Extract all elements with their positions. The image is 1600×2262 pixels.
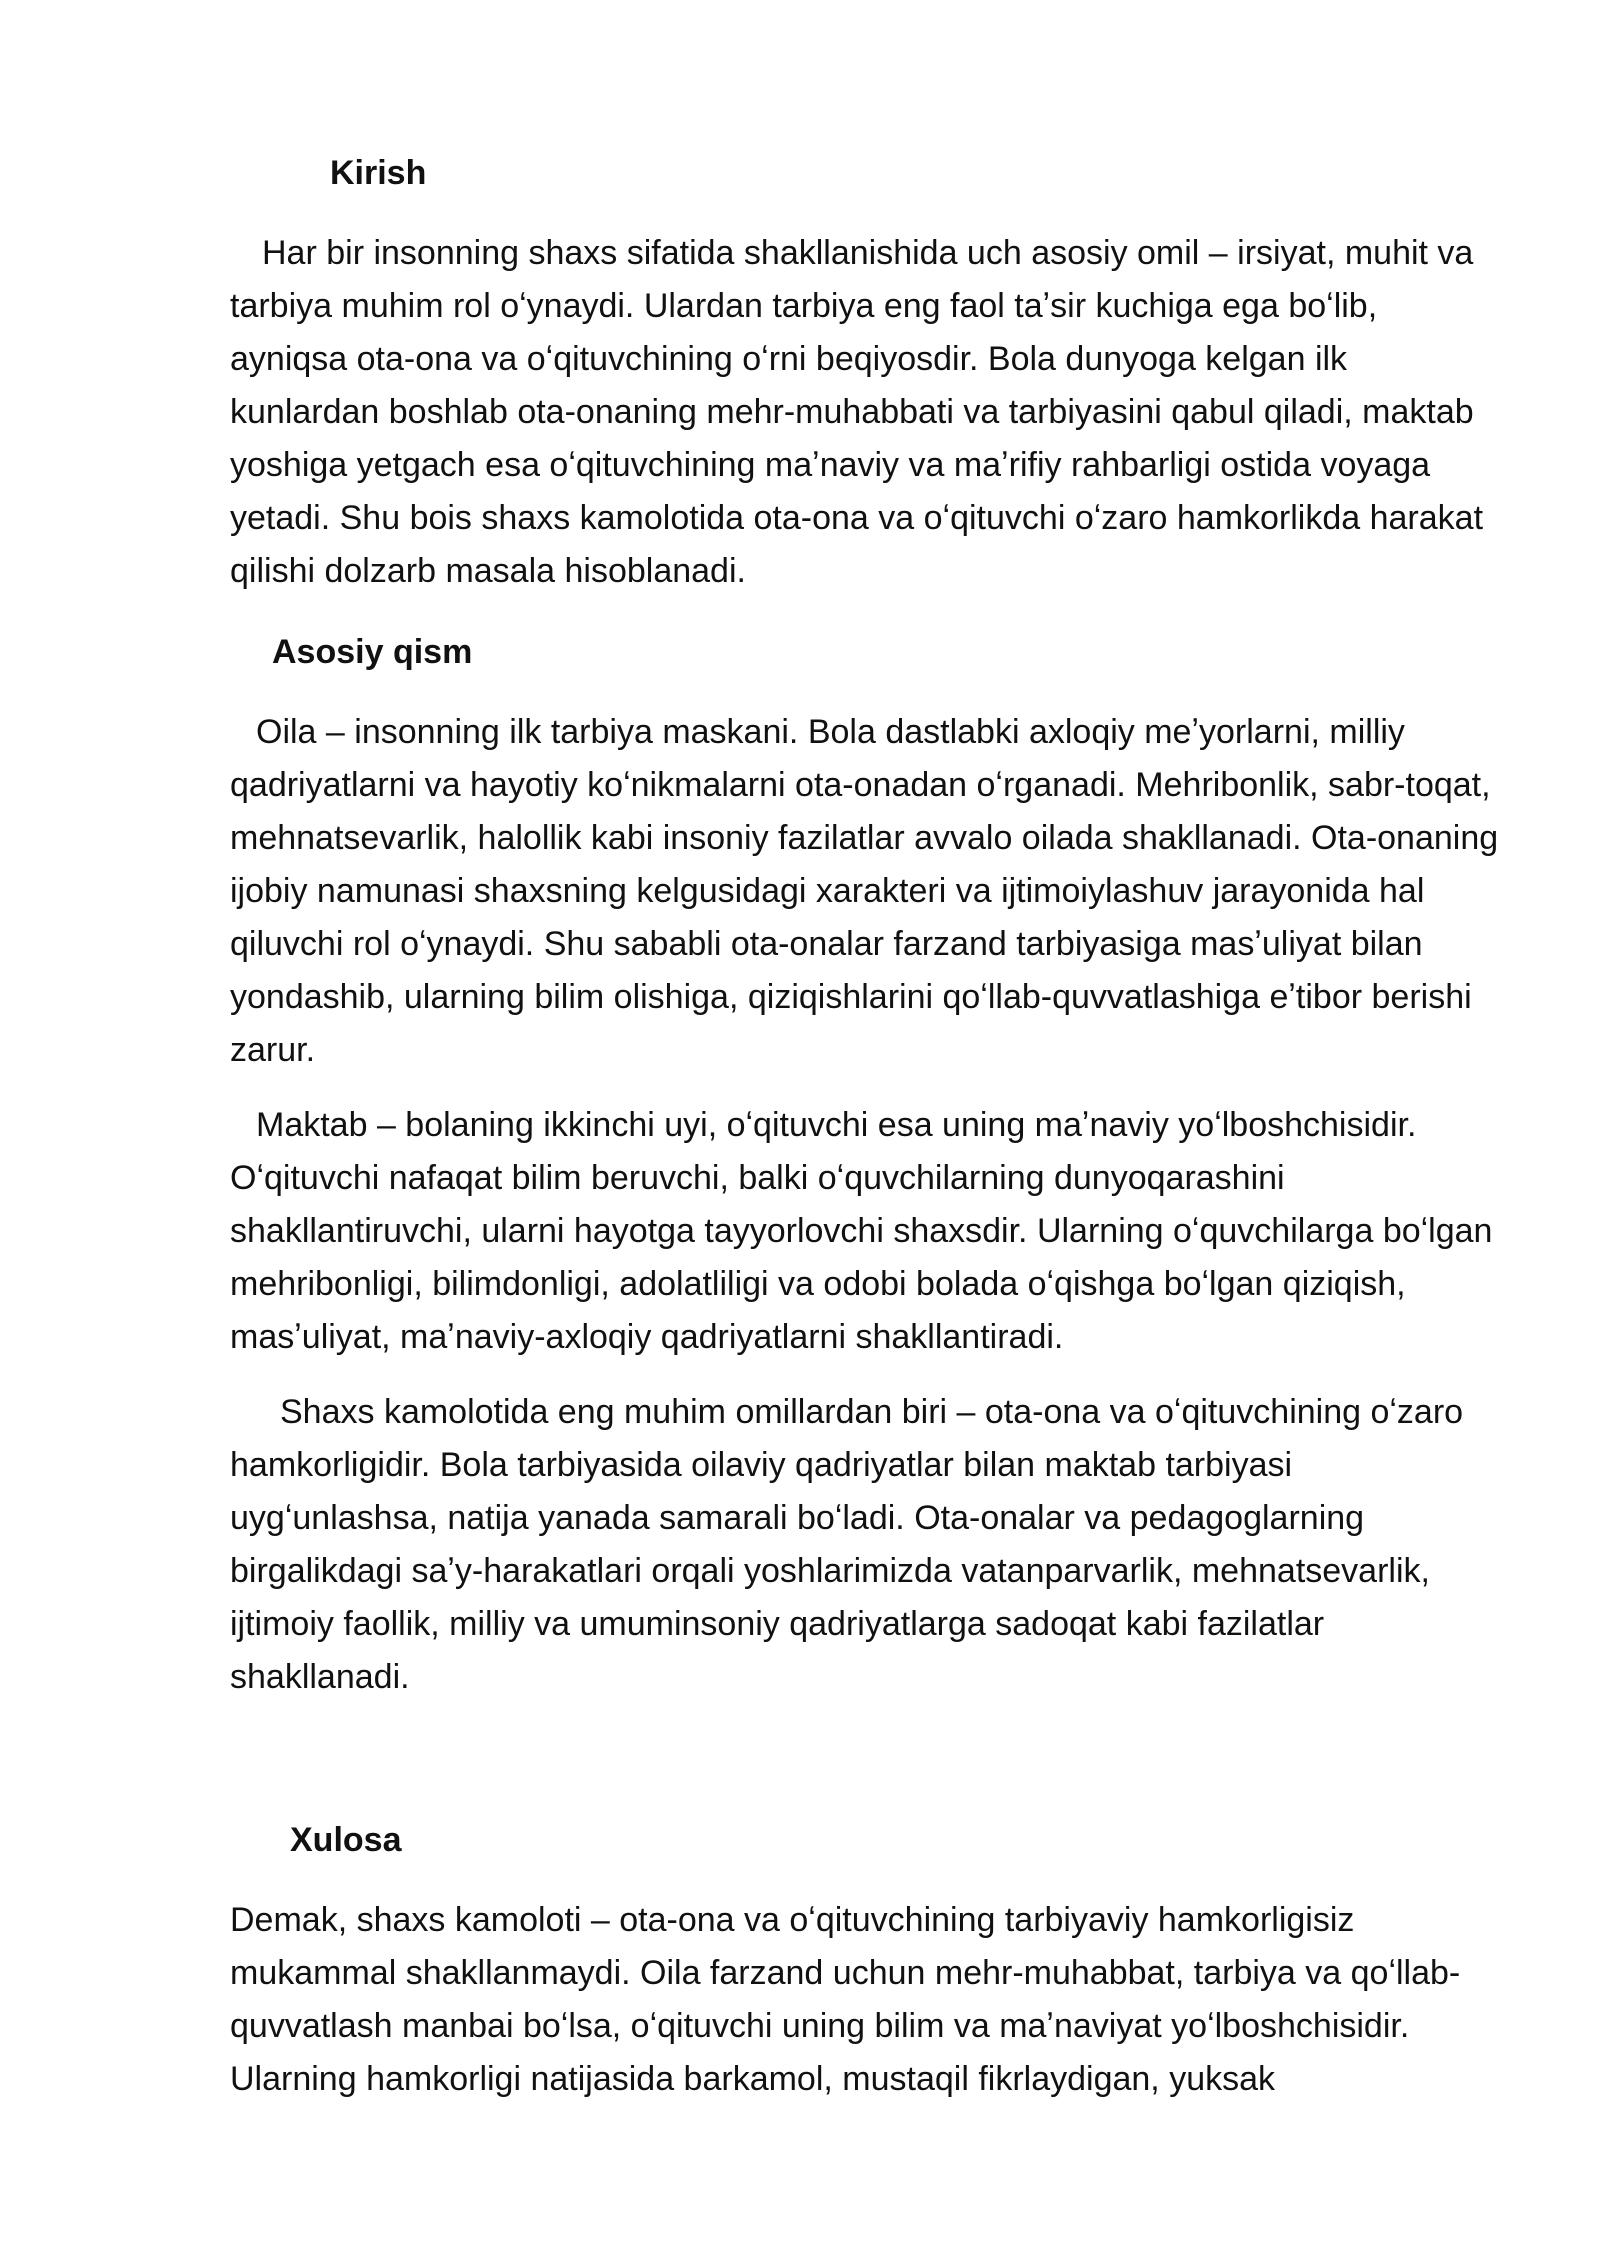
section-heading-introduction: Kirish bbox=[330, 154, 427, 192]
family-paragraph: Oila – insonning ilk tarbiya maskani. Bola dastlabki axloqiy meʼyorlarni, milliy qadriyatlarni va hayotiy koʻnikmalarni ota-onadan oʻrganadi. Mehribonlik, sabr-toqat, mehnatsevarlik, halollik kabi insoniy fazilatlar avvalo oilada shakllanadi. Ota-onaning ijobiy namunasi shaxsning kelgusidagi xarakteri va ijtimoiylashuv jarayonida hal qiluvchi rol oʻynaydi. Shu sababli ota-onalar farzand tarbiyasiga masʼuliyat bilan yondashib, ularning bilim olishiga, qiziqishlarini qoʻllab-quvvatlashiga eʼtibor berishi zarur. bbox=[230, 713, 1499, 1069]
introduction-paragraph: Har bir insonning shaxs sifatida shakllanishida uch asosiy omil – irsiyat, muhit va tarbiya muhim rol oʻynaydi. Ulardan tarbiya eng faol taʼsir kuchiga ega boʻlib, ayniqsa ota-ona va oʻqituvchining oʻrni beqiyosdir. Bola dunyoga kelgan ilk kunlardan boshlab ota-onaning mehr-muhabbati va tarbiyasini qabul qiladi, maktab yoshiga yetgach esa oʻqituvchining maʼnaviy va maʼrifiy rahbarligi ostida voyaga yetadi. Shu bois shaxs kamolotida ota-ona va oʻqituvchi oʻzaro hamkorlikda harakat qilishi dolzarb masala hisoblanadi. bbox=[230, 234, 1484, 590]
cooperation-paragraph: Shaxs kamolotida eng muhim omillardan biri – ota-ona va oʻqituvchining oʻzaro hamkorligidir. Bola tarbiyasida oilaviy qadriyatlar bilan maktab tarbiyasi uygʻunlashsa, natija yanada samarali boʻladi. Ota-onalar va pedagoglarning birgalikdagi saʼy-harakatlari orqali yoshlarimizda vatanparvarlik, mehnatsevarlik, ijtimoiy faollik, milliy va umuminsoniy qadriyatlarga sadoqat kabi fazilatlar shakllanadi. bbox=[230, 1393, 1464, 1696]
section-heading-main: Asosiy qism bbox=[272, 633, 473, 671]
school-paragraph: Maktab – bolaning ikkinchi uyi, oʻqituvchi esa uning maʼnaviy yoʻlboshchisidir. Oʻqituvchi nafaqat bilim beruvchi, balki oʻquvchilarning dunyoqarashini shakllantiruvchi, ularni hayotga tayyorlovchi shaxsdir. Ularning oʻquvchilarga boʻlgan mehribonligi, bilimdonligi, adolatliligi va odobi bolada oʻqishga boʻlgan qiziqish, masʼuliyat, maʼnaviy-axloqiy qadriyatlarni shakllantiradi. bbox=[230, 1106, 1493, 1356]
document-body bbox=[230, 130, 1500, 2106]
section-heading-conclusion: Xulosa bbox=[290, 1821, 402, 1859]
conclusion-paragraph: Demak, shaxs kamoloti – ota-ona va oʻqituvchining tarbiyaviy hamkorligisiz mukammal shakllanmaydi. Oila farzand uchun mehr-muhabbat, tarbiya va qoʻllab-quvvatlash manbai boʻlsa, oʻqituvchi uning bilim va maʼnaviyat yoʻlboshchisidir. Ularning hamkorligi natijasida barkamol, mustaqil fikrlaydigan, yuksak bbox=[230, 1901, 1461, 2098]
